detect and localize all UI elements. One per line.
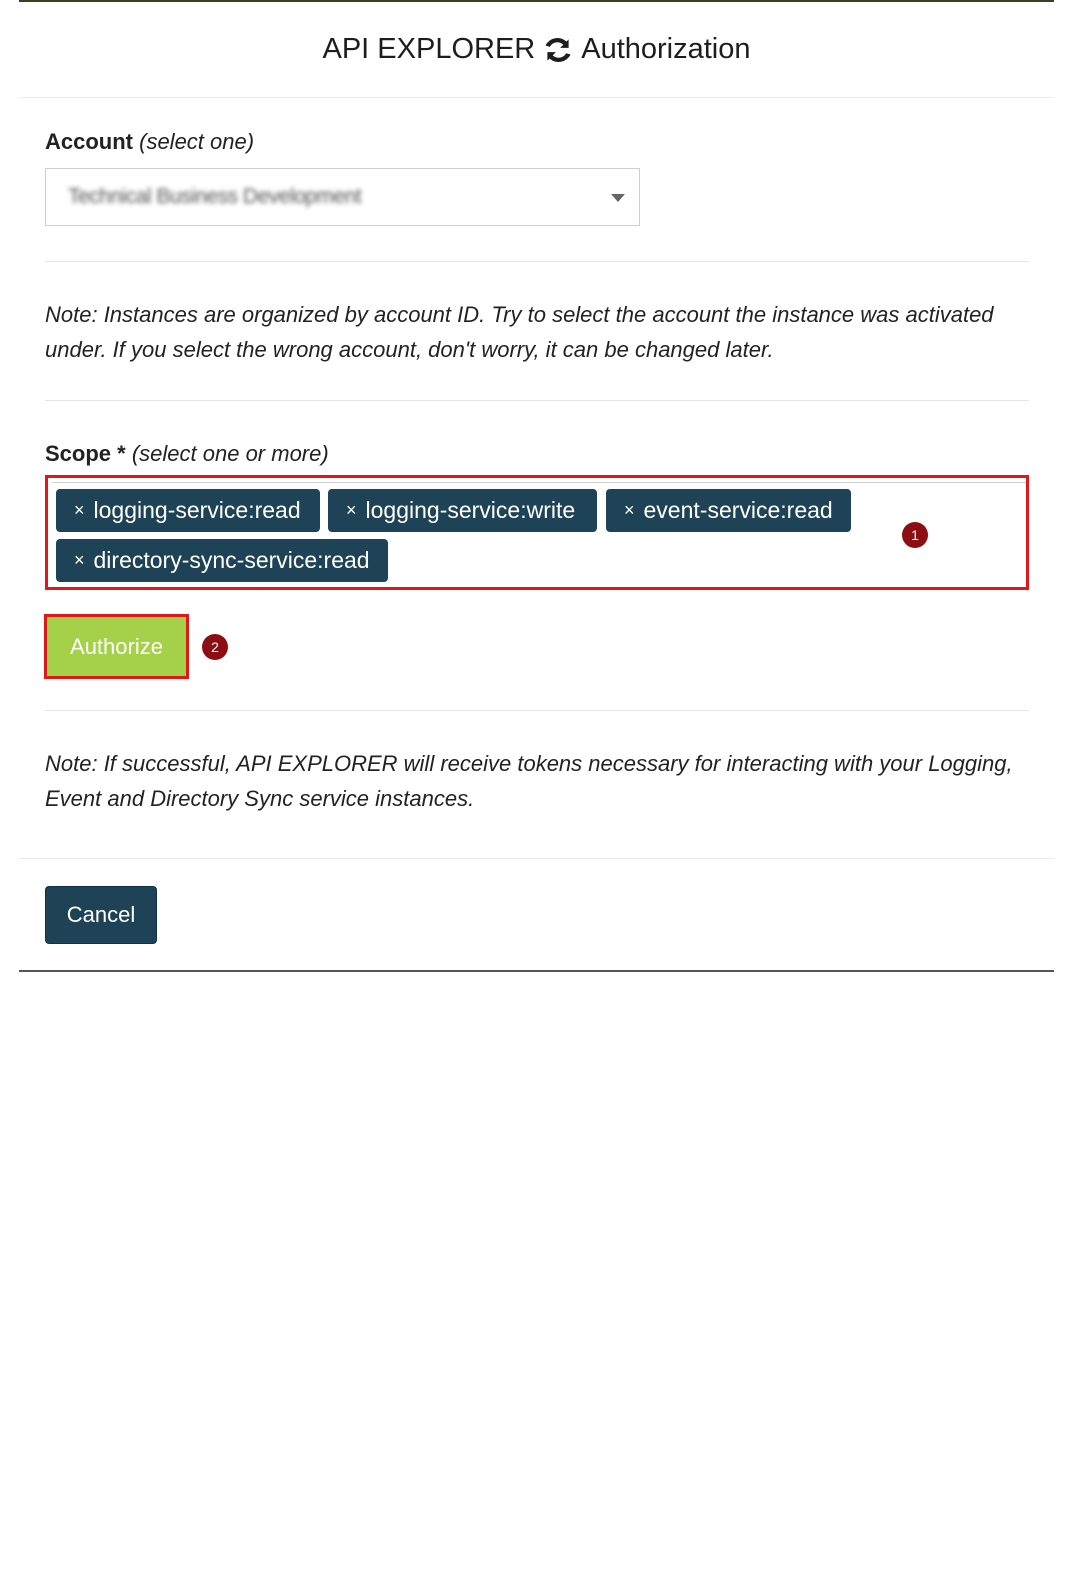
scope-hint: (select one or more)	[131, 441, 329, 466]
account-hint: (select one)	[139, 129, 255, 154]
authorize-highlight	[44, 614, 189, 679]
remove-icon[interactable]: ×	[74, 550, 85, 570]
divider	[45, 710, 1029, 711]
authorization-title: Authorization	[581, 33, 751, 65]
remove-icon[interactable]: ×	[346, 500, 357, 520]
scope-tag[interactable]	[328, 489, 597, 532]
refresh-icon	[541, 33, 575, 67]
scope-tag-label: logging-service:read	[93, 497, 301, 523]
cancel-button[interactable]: Cancel	[45, 886, 157, 944]
account-label-text: Account	[45, 129, 133, 154]
scope-tag[interactable]	[56, 489, 320, 532]
bottom-divider	[19, 970, 1054, 972]
account-note: Note: Instances are organized by account ID. Try to select the account the instance was activated under. If you select the wrong account, don't worry, it can be changed later.	[45, 302, 994, 362]
scope-tag[interactable]	[606, 489, 851, 532]
remove-icon[interactable]: ×	[624, 500, 635, 520]
scope-multiselect[interactable]	[45, 475, 1029, 590]
remove-icon[interactable]: ×	[74, 500, 85, 520]
divider	[45, 261, 1029, 262]
scope-tag-label: logging-service:write	[365, 497, 576, 523]
step-badge-2: 2	[202, 634, 228, 660]
account-select[interactable]	[45, 168, 640, 226]
page-title	[322, 33, 750, 67]
account-selected-value: Technical Business Development	[68, 185, 362, 208]
scope-label	[45, 441, 329, 467]
app-name: API EXPLORER	[322, 33, 536, 65]
divider	[19, 858, 1054, 859]
scope-tag[interactable]	[56, 539, 388, 582]
scope-tag-label: directory-sync-service:read	[93, 547, 370, 573]
account-label	[45, 129, 254, 155]
divider	[45, 400, 1029, 401]
success-note: Note: If successful, API EXPLORER will receive tokens necessary for interacting with your Logging, Event and Directory Sync service instances.	[45, 751, 1013, 811]
header	[19, 2, 1054, 98]
scope-tag-label: event-service:read	[643, 497, 833, 523]
step-badge-1: 1	[902, 522, 928, 548]
chevron-down-icon	[611, 194, 625, 202]
scope-label-text: Scope	[45, 441, 112, 466]
required-marker: *	[117, 441, 126, 466]
authorize-button[interactable]: Authorize	[47, 617, 186, 676]
